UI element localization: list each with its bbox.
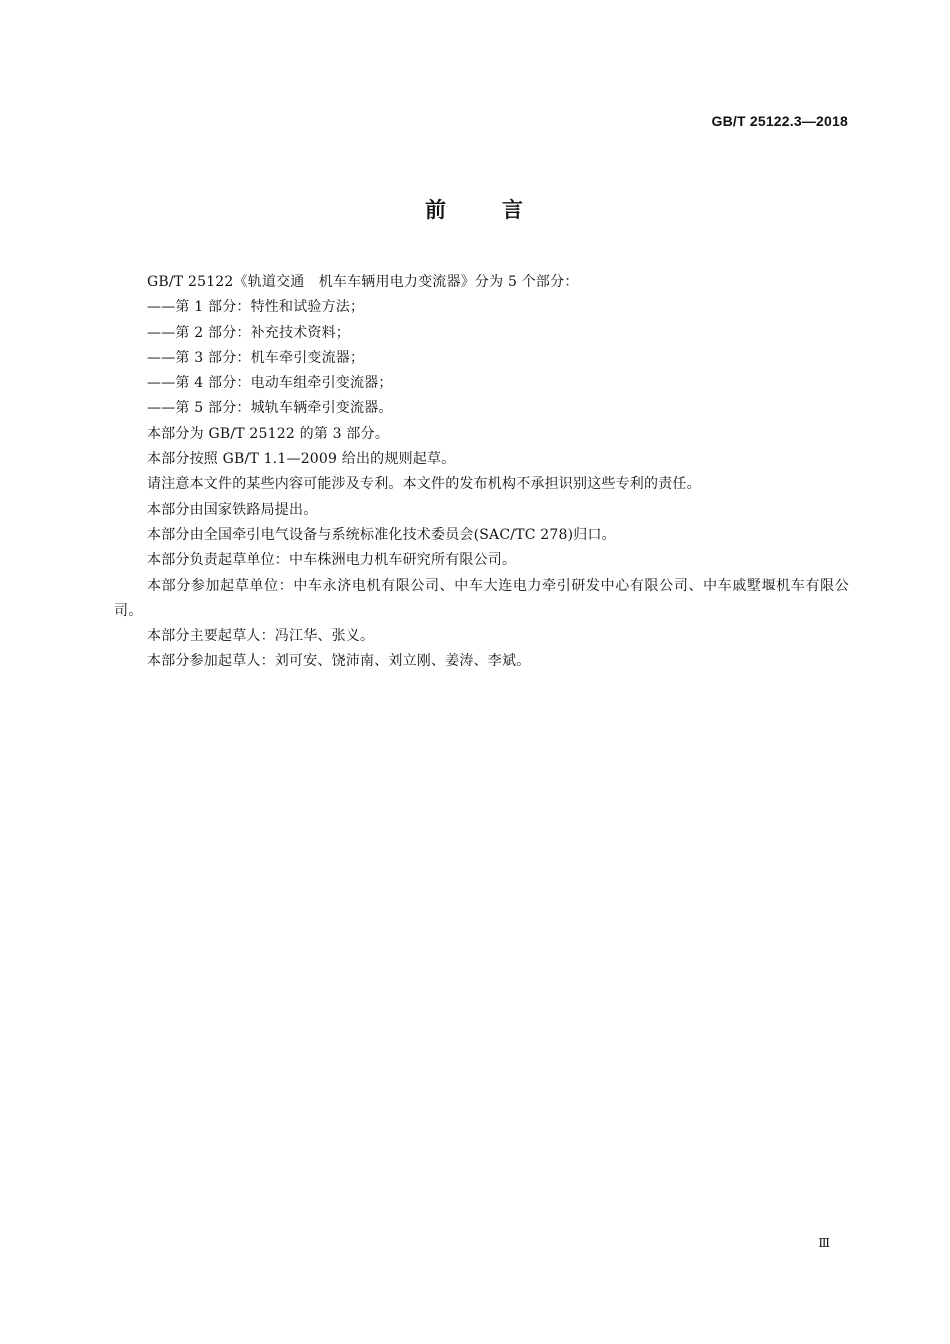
- paragraph-drafting-rules: 本部分按照 GB/T 1.1—2009 给出的规则起草。: [147, 451, 456, 468]
- list-item-part-2: ——第 2 部分：补充技术资料；: [147, 324, 351, 341]
- title-char-2: 言: [502, 198, 525, 222]
- paragraph-responsible-unit: 本部分负责起草单位：中车株洲电力机车研究所有限公司。: [147, 552, 517, 569]
- paragraph-main-drafters: 本部分主要起草人：冯江华、张义。: [147, 628, 375, 645]
- paragraph-proposed-by: 本部分由国家铁路局提出。: [147, 501, 318, 518]
- standard-code: GB/T 25122.3—2018: [711, 113, 848, 129]
- list-item-part-5: ——第 5 部分：城轨车辆牵引变流器。: [147, 400, 393, 417]
- paragraph-participating-units: 本部分参加起草单位：中车永济电机有限公司、中车大连电力牵引研发中心有限公司、中车戚墅堰机车有限公司。: [114, 577, 849, 619]
- paragraph-centralized-by: 本部分由全国牵引电气设备与系统标准化技术委员会(SAC/TC 278)归口。: [147, 526, 616, 543]
- page-number: Ⅲ: [818, 1236, 830, 1250]
- page-title: [0, 194, 950, 224]
- paragraph-patent-notice: 请注意本文件的某些内容可能涉及专利。本文件的发布机构不承担识别这些专利的责任。: [147, 476, 701, 493]
- paragraph-parts-intro: GB/T 25122《轨道交通 机车车辆用电力变流器》分为 5 个部分：: [147, 274, 579, 290]
- list-item-part-1: ——第 1 部分：特性和试验方法；: [147, 299, 365, 316]
- title-char-1: 前: [425, 198, 448, 222]
- foreword-body: [114, 270, 849, 675]
- paragraph-participating-drafters: 本部分参加起草人：刘可安、饶沛南、刘立刚、姜涛、李斌。: [147, 653, 531, 670]
- paragraph-this-part: 本部分为 GB/T 25122 的第 3 部分。: [147, 425, 390, 442]
- list-item-part-3: ——第 3 部分：机车牵引变流器；: [147, 349, 365, 366]
- list-item-part-4: ——第 4 部分：电动车组牵引变流器；: [147, 375, 393, 392]
